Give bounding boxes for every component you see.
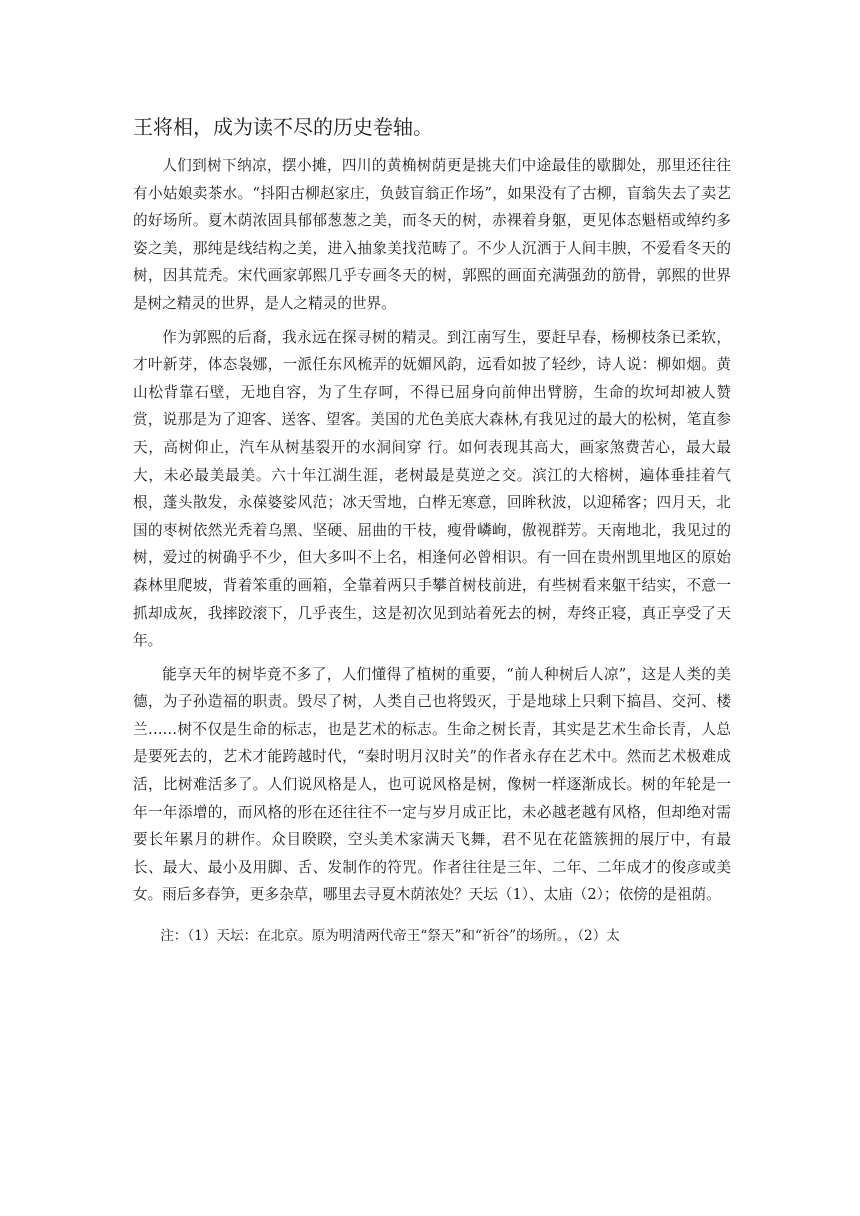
paragraph-2: 作为郭熙的后裔，我永远在探寻树的精灵。到江南写生，要赶早春，杨柳枝条已柔软，才叶新芽，体态袅娜，一派任东风梳弄的妩媚风韵，远看如披了轻纱，诗人说：柳如烟。黄山松背靠石壁，无地自容，为了生存呵，不得已屈身向前伸出臂膀，生命的坎坷却被人赞赏，说那是为了迎客、送客、望客。美国的尤色美底大森林,有我见过的最大的松树，笔直参天，高树仰止，汽车从树基裂开的水洞间穿 行。如何表现其高大，画家煞费苦心，最大最大，未必最美最美。六十年江湖生涯，老树最是莫逆之交。滨江的大榕树，遍体垂挂着气根，蓬头散发，永葆婆娑风范；冰天雪地，白桦无寒意，回眸秋波，以迎稀客；四月天，北国的枣树依然光秃着乌黑、坚硬、屈曲的干枝，瘦骨嶙峋，傲视群芳。天南地北，我见过的树，爱过的树确乎不少，但大多叫不上名，相逢何必曾相识。有一回在贵州凯里地区的原始森林里爬坡，背着笨重的画箱，全靠着两只手攀首树枝前进，有些树看来躯干结实，不意一抓却成灰，我摔跤滚下，几乎丧生，这是初次见到站着死去的树，寿终正寝，真正享受了天年。: [133, 328, 731, 650]
document-body: [133, 108, 731, 951]
lead-line: 王将相，成为读不尽的历史卷轴。: [133, 115, 433, 139]
paragraph-1: 人们到树下纳凉，摆小摊，四川的黄桷树荫更是挑夫们中途最佳的歇脚处，那里还往往有小姑娘卖茶水。“抖阳古柳赵家庄，负鼓盲翁正作场”，如果没有了古柳，盲翁失去了卖艺的好场所。夏木荫浓固具郁郁葱葱之美，而冬天的树，赤裸着身躯，更见体态魁梧或绰约多姿之美，那纯是线结构之美，进入抽象美找范畴了。不少人沉洒于人间丰腴，不爱看冬天的树，因其荒秃。宋代画家郭熙几乎专画冬天的树，郭熙的画面充满强劲的筋骨，郭熙的世界是树之精灵的世界，是人之精灵的世界。: [133, 157, 731, 312]
footnote: 注：（1）天坛：在北京。原为明清两代帝王“祭天”和“祈谷”的场所。，（2）太: [160, 928, 620, 945]
paragraph-3: 能享天年的树毕竟不多了，人们懂得了植树的重要，“前人种树后人凉”，这是人类的美德，为子孙造福的职责。毁尽了树，人类自己也将毁灭，于是地球上只剩下搞昌、交河、楼兰……树不仅是生命的标志，也是艺术的标志。生命之树长青，其实是艺术生命长青，人总是要死去的，艺术才能跨越时代，“秦时明月汉时关”的作者永存在艺术中。然而艺术极难成活，比树难活多了。人们说风格是人，也可说风格是树，像树一样逐渐成长。树的年轮是一年一年添增的，而风格的形在还往往不一定与岁月成正比，未必越老越有风格，但却绝对需要长年累月的耕作。众目睽睽，空头美术家满天飞舞，君不见在花篮簇拥的展厅中，有最长、最大、最小及用脚、舌、发制作的符咒。作者往往是三年、二年、二年成才的俊彦或美女。雨后多春笋，更多杂草，哪里去寻夏木荫浓处？天坛（1）、太庙（2）；依傍的是祖荫。: [133, 665, 731, 904]
